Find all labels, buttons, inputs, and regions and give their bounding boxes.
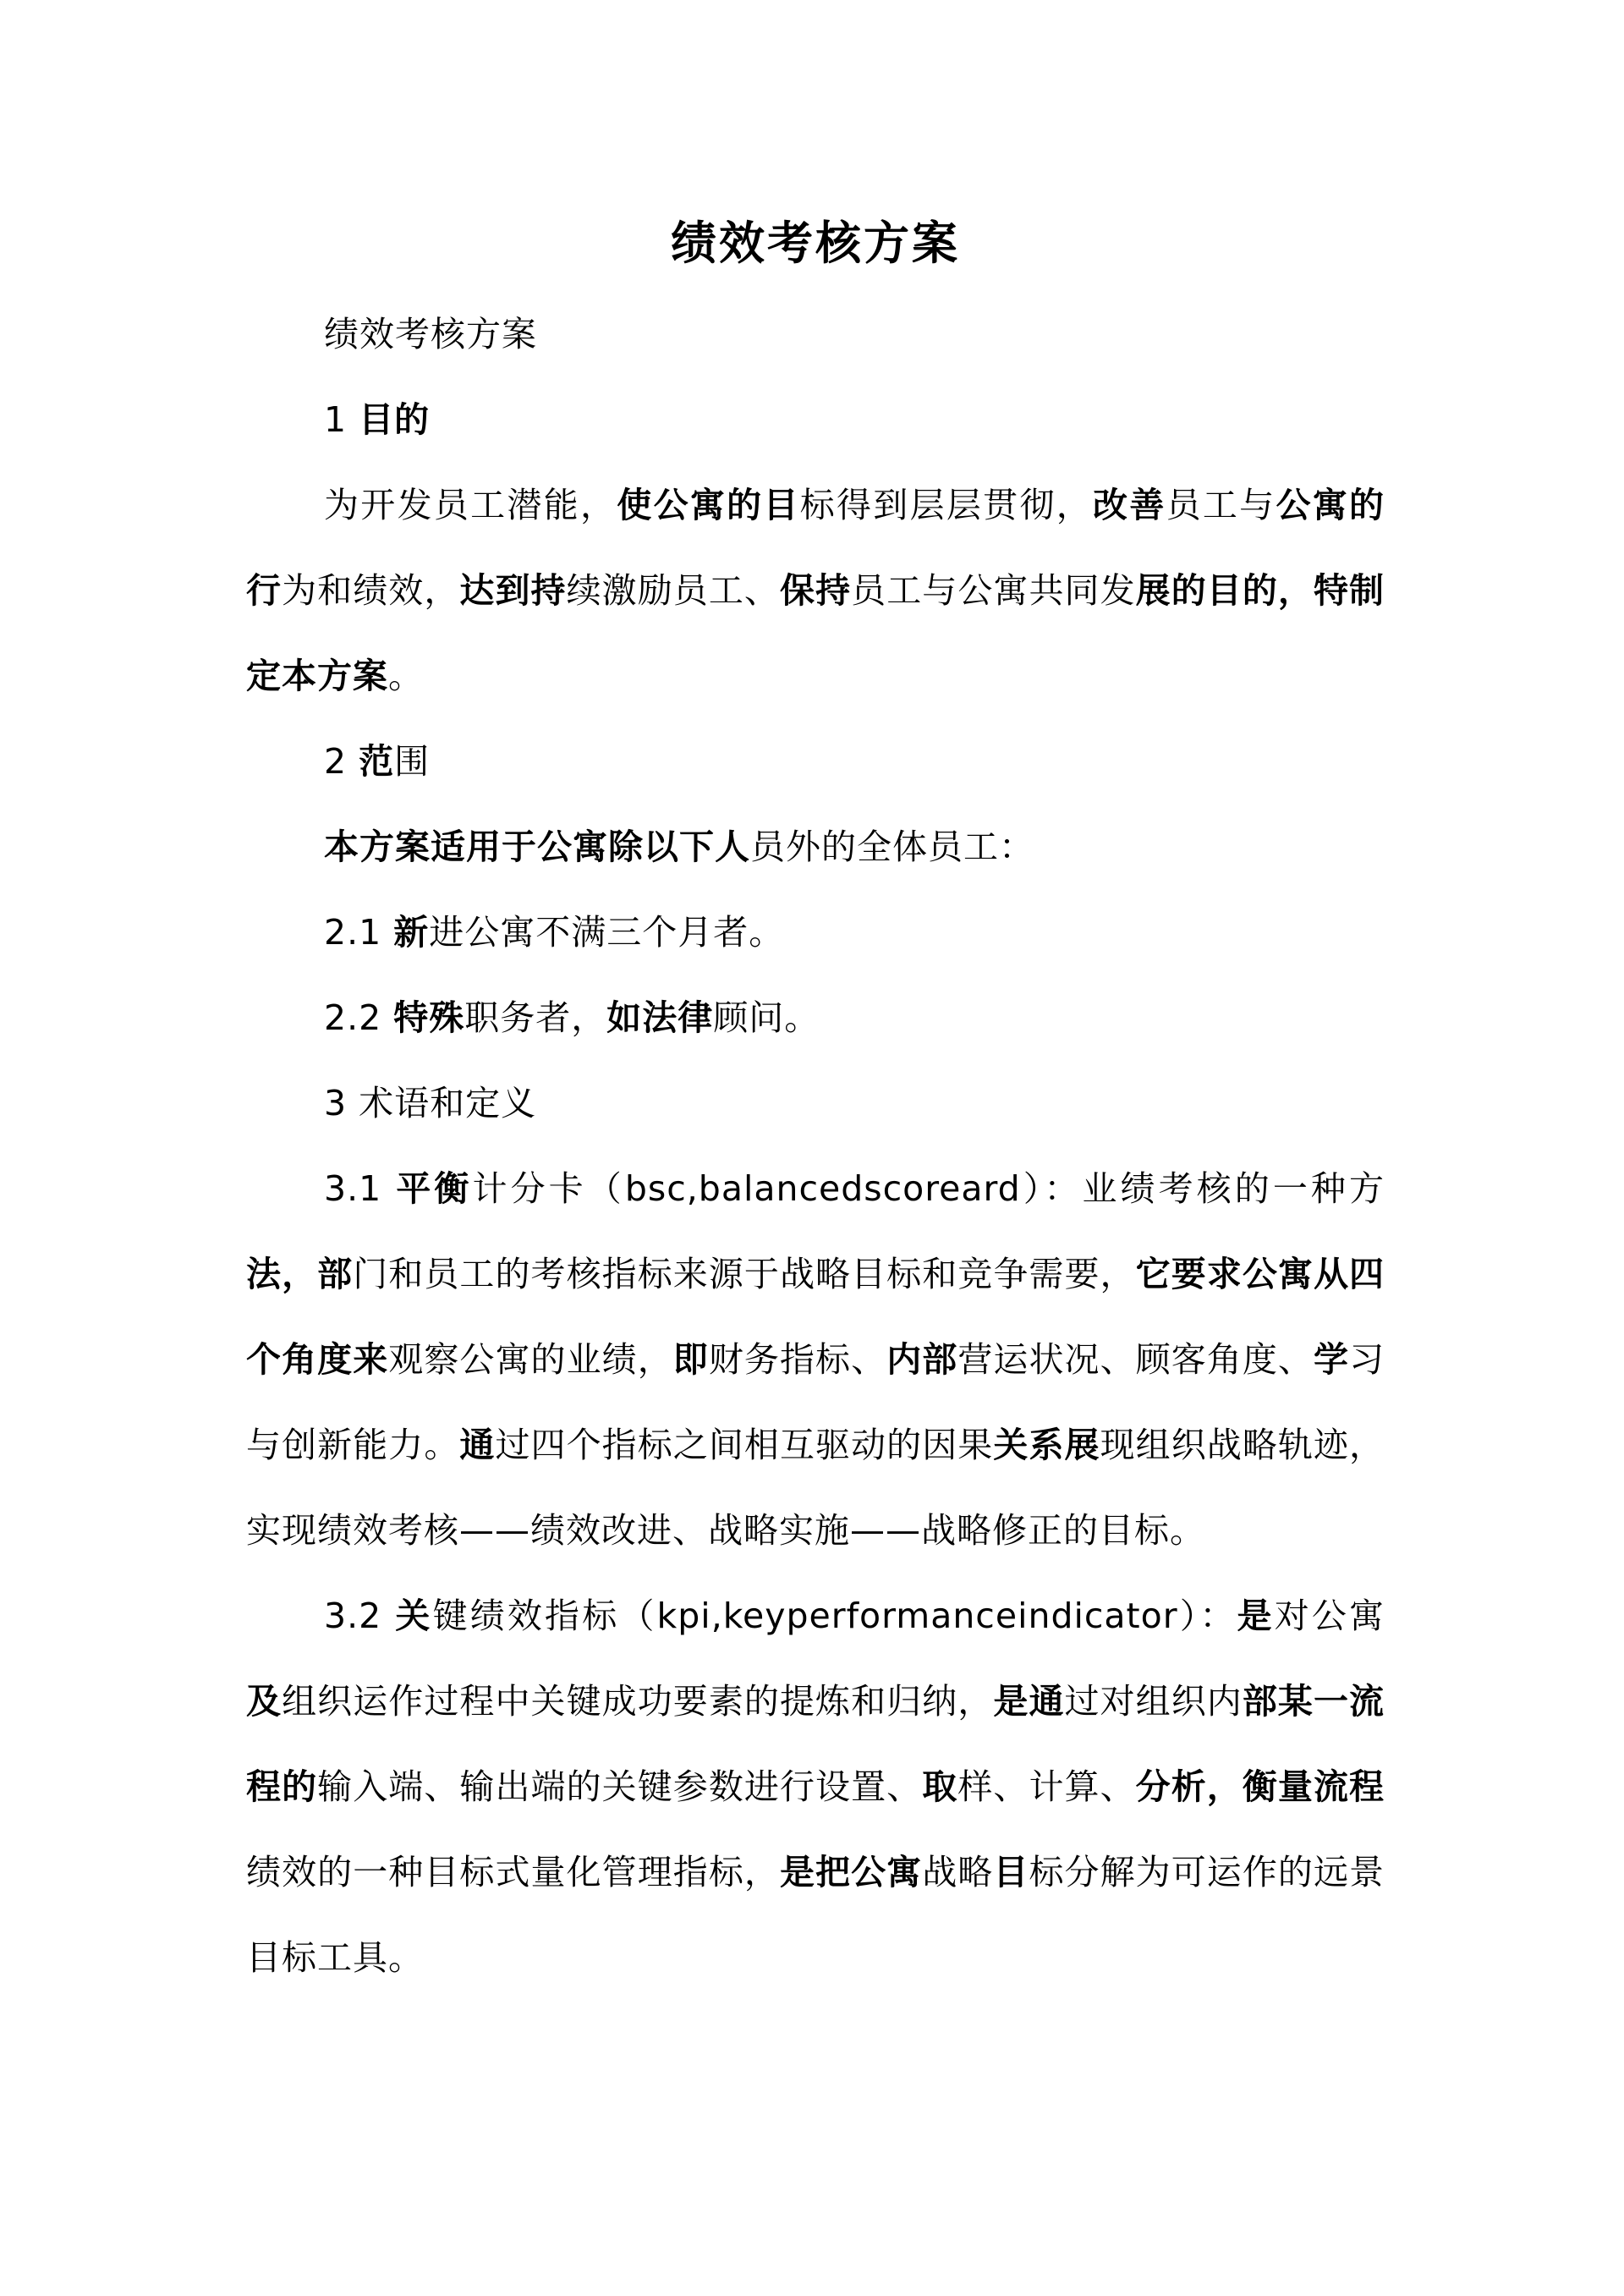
text-run: 是 bbox=[1237, 1596, 1275, 1636]
text-run: 标分解为可运作的远景目标工具。 bbox=[246, 1852, 1385, 1978]
section-2-intro bbox=[246, 805, 1385, 890]
text-run: 保持 bbox=[780, 570, 852, 611]
section-2-2-item bbox=[246, 975, 1385, 1061]
text-run: 关系展 bbox=[993, 1425, 1100, 1465]
text-run: 部某一流程的 bbox=[246, 1681, 1385, 1807]
text-run: 通 bbox=[459, 1425, 496, 1465]
text-run: 输入端、输出端的关键参数进行设置、 bbox=[317, 1766, 923, 1807]
section-1-paragraph bbox=[246, 463, 1385, 719]
text-run: 新 bbox=[393, 912, 430, 953]
section-2-title-rest: 围 bbox=[394, 741, 431, 782]
text-run: 对公寓 bbox=[1274, 1596, 1385, 1636]
text-run: 顾问。 bbox=[713, 997, 820, 1038]
text-run: 过四个指标之间相互驱动的因果 bbox=[495, 1425, 994, 1465]
text-run: 员工与公寓共同发 bbox=[851, 570, 1136, 611]
section-1-title: 目的 bbox=[359, 399, 431, 440]
section-1-heading bbox=[246, 377, 1385, 463]
section-3-1-paragraph bbox=[246, 1146, 1385, 1574]
text-run: 为和绩效， bbox=[282, 570, 460, 611]
text-run: 改善 bbox=[1093, 485, 1166, 525]
text-run: 是通 bbox=[993, 1681, 1065, 1722]
section-2-1-item bbox=[246, 890, 1385, 975]
document-subtitle: 绩效考核方案 bbox=[324, 314, 537, 354]
text-run: 使公寓的目 bbox=[617, 485, 800, 525]
document-body bbox=[246, 292, 1385, 2001]
document-page bbox=[246, 0, 1385, 2296]
text-run: 2.1 bbox=[324, 912, 394, 953]
text-run: 取 bbox=[922, 1766, 958, 1807]
text-run: 它要求公寓从四个角度来 bbox=[246, 1254, 1385, 1380]
text-run: 进公寓不满三个月者。 bbox=[429, 912, 785, 953]
text-run: 展的目的，特制定本方案 bbox=[246, 570, 1385, 696]
text-run: 键绩效指标（kpi,keyperformanceindicator）： bbox=[432, 1596, 1237, 1636]
text-run: 习与创新能力。 bbox=[246, 1339, 1385, 1465]
text-run: 是把公寓 bbox=[779, 1852, 923, 1892]
text-run: 样、计算、 bbox=[957, 1766, 1136, 1807]
text-run: 员外的全体员工： bbox=[750, 827, 1034, 867]
section-1-number: 1 bbox=[324, 399, 359, 440]
text-run: 目 bbox=[993, 1852, 1029, 1892]
text-run: 即 bbox=[672, 1339, 709, 1380]
text-run: 员工与 bbox=[1166, 485, 1276, 525]
text-run: 分析，衡量流程 bbox=[1135, 1766, 1385, 1807]
section-3-2-paragraph bbox=[246, 1574, 1385, 2001]
text-run: 3.2 bbox=[324, 1596, 396, 1636]
text-run: 职务者， bbox=[464, 997, 607, 1038]
text-run: 计分卡（bsc,balancedscoreard）：业绩考核的一种方 bbox=[472, 1168, 1385, 1209]
text-run: 关 bbox=[395, 1596, 433, 1636]
text-run: 法，部 bbox=[246, 1254, 354, 1294]
text-run: 财务指标、 bbox=[708, 1339, 887, 1380]
text-run: 标得到层层贯彻， bbox=[799, 485, 1094, 525]
text-run: 如法律 bbox=[606, 997, 714, 1038]
text-run: 观察公寓的业绩， bbox=[388, 1339, 673, 1380]
text-run: 及 bbox=[246, 1681, 283, 1722]
section-2-number: 2 bbox=[324, 741, 359, 782]
text-run: 3.1 bbox=[324, 1168, 397, 1209]
document-title: 绩效考核方案 bbox=[671, 217, 960, 270]
text-run: 特殊 bbox=[393, 997, 465, 1038]
text-run: 现组织战略轨迹，实现绩效考核——绩效改进、战略实施——战略修正的目标。 bbox=[246, 1425, 1385, 1551]
text-run: 本方案适用于公寓除以下人 bbox=[324, 827, 750, 867]
text-run: 续激励员工、 bbox=[566, 570, 780, 611]
text-run: 公寓的行 bbox=[246, 485, 1385, 611]
text-run: 战略 bbox=[922, 1852, 994, 1892]
text-run: 绩效的一种目标式量化管理指标， bbox=[246, 1852, 780, 1892]
section-3-heading: 3 术语和定义 bbox=[324, 1083, 537, 1123]
text-run: 学 bbox=[1313, 1339, 1350, 1380]
text-run: 组织运作过程中关键成功要素的提炼和归纳， bbox=[282, 1681, 994, 1722]
text-run: 为开发员工潜能， bbox=[324, 485, 617, 525]
text-run: 营运状况、顾客角度、 bbox=[957, 1339, 1314, 1380]
section-2-heading bbox=[246, 719, 1385, 805]
text-run: 过对组织内 bbox=[1064, 1681, 1243, 1722]
text-run: 平衡 bbox=[396, 1168, 473, 1209]
text-run: 门和员工的考核指标来源于战略目标和竞争需要， bbox=[353, 1254, 1136, 1294]
text-run: 。 bbox=[388, 656, 424, 696]
text-run: 内部 bbox=[886, 1339, 958, 1380]
text-run: 达到持 bbox=[459, 570, 567, 611]
text-run: 2.2 bbox=[324, 997, 394, 1038]
section-2-title-bold: 范 bbox=[359, 741, 395, 782]
